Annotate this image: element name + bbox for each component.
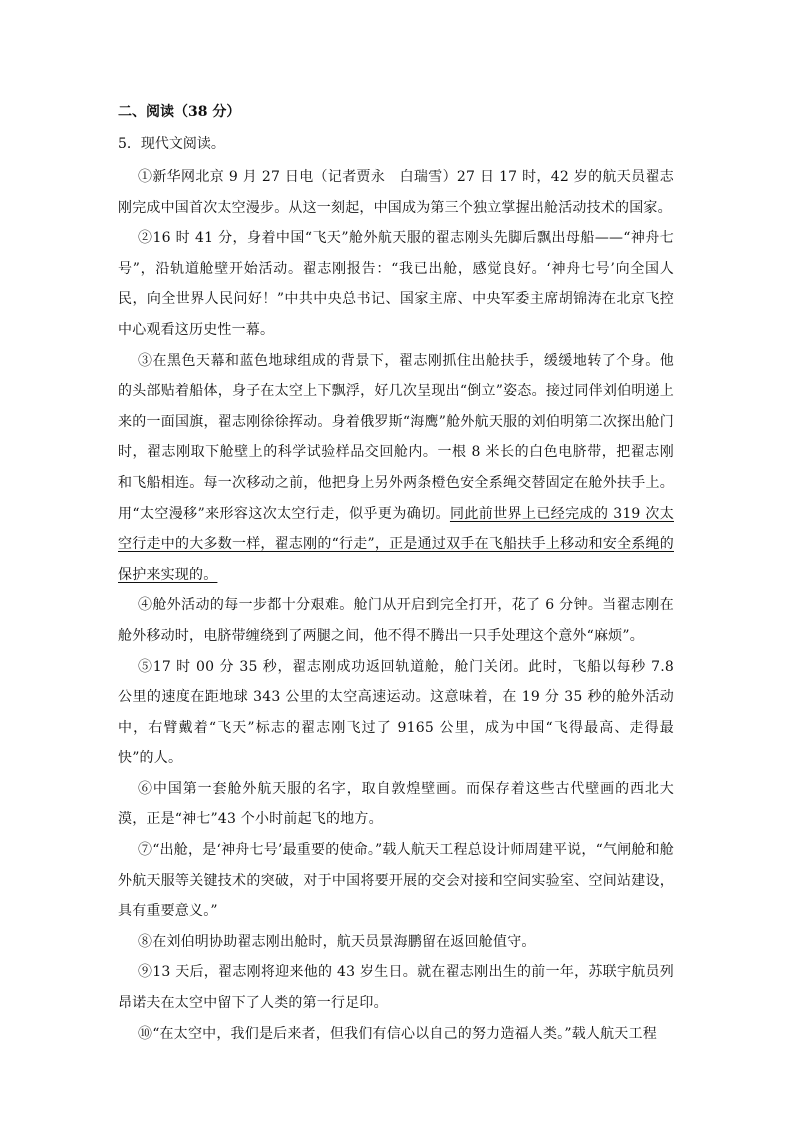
paragraph-2: ②16 时 41 分，身着中国“飞天”舱外航天服的翟志刚头先脚后飘出母船——“神舟七号”，沿轨道舱壁开始活动。翟志刚报告：“我已出舱，感觉良好。‘神舟七号’向全国人民，向全世界人民问好！”中共中央总书记、国家主席、中央军委主席胡锦涛在北京飞控中心观看这历史性一幕。	[118, 230, 674, 338]
paragraph-7: ⑦“出舱，是‘神舟七号’最重要的使命。”载人航天工程总设计师周建平说，“气闸舱和舱外航天服等关键技术的突破，对于中国将要开展的交会对接和空间实验室、空间站建设，具有重要意义。”	[118, 842, 674, 920]
paragraph-4: ④舱外活动的每一步都十分艰难。舱门从开启到完全打开，花了 6 分钟。当翟志刚在舱外移动时，电脐带缠绕到了两腿之间，他不得不腾出一只手处理这个意外“麻烦”。	[118, 597, 674, 644]
paragraph-10: ⑩“在太空中，我们是后来者，但我们有信心以自己的努力造福人类。”载人航天工程	[138, 1025, 657, 1042]
paragraph-5: ⑤17 时 00 分 35 秒，翟志刚成功返回轨道舱，舱门关闭。此时，飞船以每秒 7.8 公里的速度在距地球 343 公里的太空高速运动。这意味着，在 19 分 35 秒的舱外活动中，右臂戴着“飞天”标志的翟志刚飞过了 9165 公里，成为中国“飞得最高、走得最快”的人。	[118, 658, 674, 767]
article-body	[118, 162, 674, 1049]
paragraph-6: ⑥中国第一套舱外航天服的名字，取自敦煌壁画。而保存着这些古代壁画的西北大漠，正是“神七”43 个小时前起飞的地方。	[118, 780, 674, 828]
paragraph-3-underlined-sentence: 同此前世界上已经完成的 319 次太空行走中的大多数一样，翟志刚的“行走”，正是通过双手在飞船扶手上移动和安全系绳的保护来实现的。	[118, 505, 674, 583]
paragraph-3-text: ③在黑色天幕和蓝色地球组成的背景下，翟志刚抓住出舱扶手，缓缓地转了个身。他的头部贴着船体，身子在太空上下飘浮，好几次呈现出“倒立”姿态。接过同伴刘伯明递上来的一面国旗，翟志刚徐徐挥动。身着俄罗斯“海鹰”舱外航天服的刘伯明第二次探出舱门时，翟志刚取下舱壁上的科学试验样品交回舱内。一根 8 米长的白色电脐带，把翟志刚和飞船相连。每一次移动之前，他把身上另外两条橙色安全系绳交替固定在舱外扶手上。用“太空漫移”来形容这次太空行走，似乎更为确切。	[118, 352, 674, 522]
paragraph-3	[118, 346, 674, 591]
paragraph-1: ①新华网北京 9 月 27 日电（记者贾永 白瑞雪）27 日 17 时，42 岁的航天员翟志刚完成中国首次太空漫步。从这一刻起，中国成为第三个独立掌握出舱活动技术的国家。	[118, 169, 674, 216]
question-heading: 5．现代文阅读。	[118, 136, 225, 152]
paragraph-8: ⑧在刘伯明协助翟志刚出舱时，航天员景海鹏留在返回舱值守。	[138, 933, 536, 950]
paragraph-9: ⑨13 天后，翟志刚将迎来他的 43 岁生日。就在翟志刚出生的前一年，苏联宇航员列昂诺夫在太空中留下了人类的第一行足印。	[118, 964, 674, 1012]
section-heading: 二、阅读（38 分）	[118, 104, 241, 120]
